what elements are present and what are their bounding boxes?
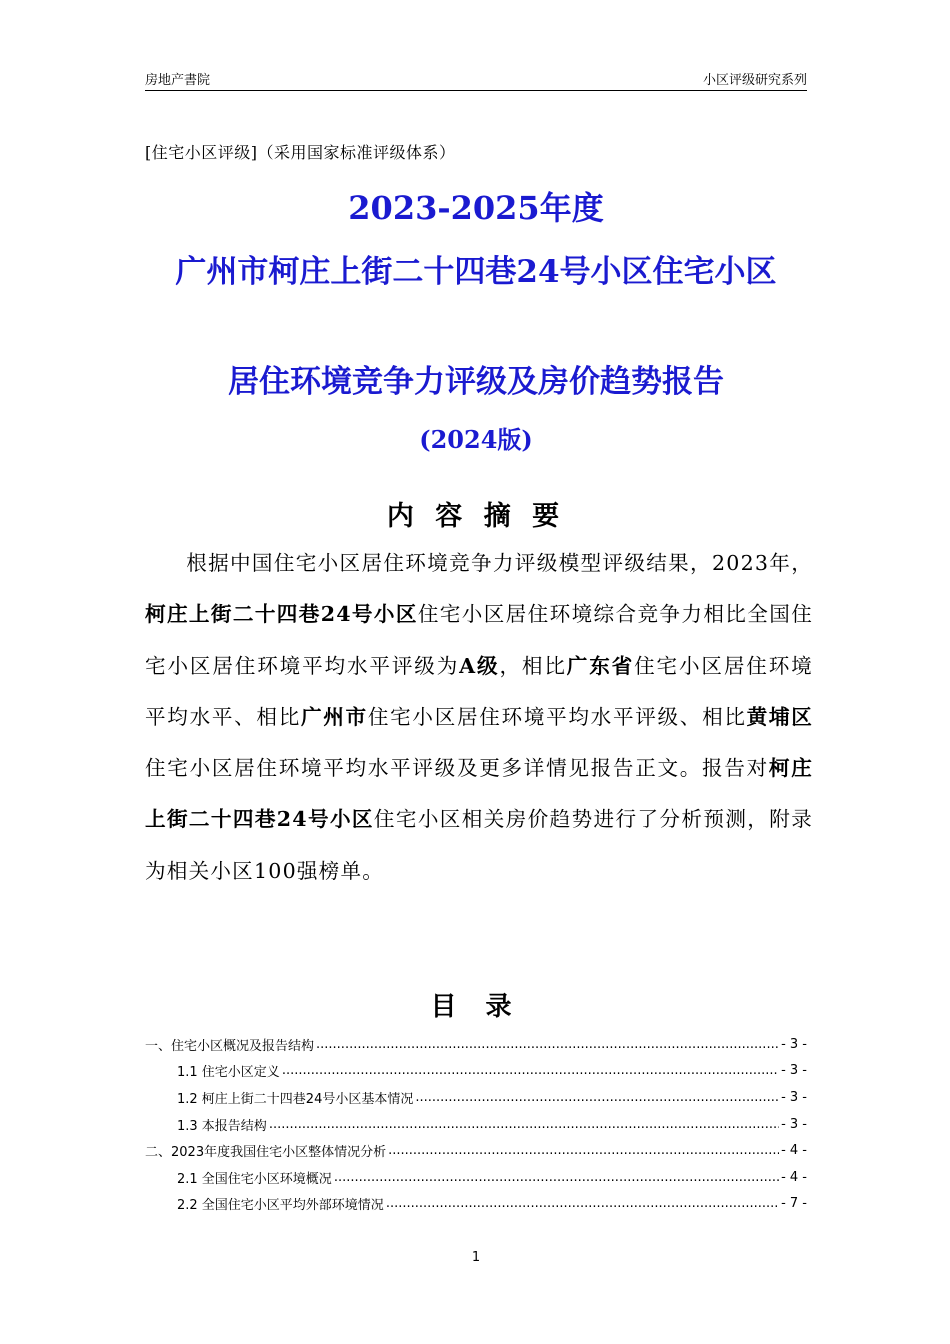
- toc-item-page: - 4 -: [781, 1143, 807, 1159]
- toc-item-label: 2.1 全国住宅小区环境概况: [177, 1171, 332, 1187]
- title-community-name: 广州市柯庄上街二十四巷24号小区住宅小区: [175, 254, 777, 290]
- toc-item-label: 1.2 柯庄上街二十四巷24号小区基本情况: [177, 1091, 414, 1107]
- toc-leader-dots: [388, 1143, 779, 1158]
- toc-item[interactable]: [145, 1137, 807, 1164]
- abstract-bold-community: 柯庄上街二十四巷24号小区: [145, 756, 813, 832]
- toc-leader-dots: [269, 1117, 779, 1132]
- toc-leader-dots: [386, 1196, 779, 1211]
- toc-item-page: - 3 -: [781, 1036, 807, 1052]
- abstract-text: 根据中国住宅小区居住环境竞争力评级模型评级结果，2023年，: [186, 551, 813, 575]
- abstract-heading: 内 容 摘 要: [386, 501, 566, 532]
- abstract-paragraph: [145, 538, 813, 897]
- toc-leader-dots: [316, 1037, 779, 1052]
- table-of-contents: [145, 1031, 807, 1217]
- toc-item-label: 二、2023年度我国住宅小区整体情况分析: [145, 1145, 387, 1161]
- title-report-name: 居住环境竞争力评级及房价趋势报告: [228, 364, 724, 400]
- abstract-bold-community: 柯庄上街二十四巷24号小区: [145, 602, 418, 627]
- abstract-bold-grade: A级: [459, 653, 500, 678]
- toc-item-label: 一、住宅小区概况及报告结构: [145, 1038, 315, 1054]
- abstract-text: 住宅小区相关房价趋势进行了分析预测，附录为相关小区100强榜单。: [145, 807, 814, 883]
- toc-item-label: 1.1 住宅小区定义: [177, 1065, 280, 1081]
- toc-item[interactable]: [145, 1111, 807, 1138]
- toc-item-page: - 3 -: [781, 1063, 807, 1079]
- header-publisher: 房地产書院: [145, 73, 211, 88]
- toc-leader-dots: [282, 1063, 779, 1078]
- toc-item[interactable]: [145, 1058, 807, 1085]
- toc-item-page: - 4 -: [781, 1169, 807, 1185]
- title-edition: (2024版): [419, 425, 533, 454]
- toc-leader-dots: [334, 1170, 779, 1185]
- toc-item[interactable]: [145, 1191, 807, 1218]
- abstract-bold-district: 黄埔区: [746, 704, 813, 729]
- page-number: 1: [471, 1250, 481, 1265]
- abstract-text: 住宅小区居住环境平均水平、相比: [145, 653, 813, 729]
- toc-heading: 目 录: [430, 992, 522, 1022]
- toc-item[interactable]: [145, 1084, 807, 1111]
- page-header: [145, 68, 807, 91]
- toc-item-page: - 3 -: [781, 1089, 807, 1105]
- abstract-bold-city: 广州市: [300, 704, 368, 729]
- abstract-bold-province: 广东省: [566, 653, 635, 678]
- toc-leader-dots: [415, 1090, 779, 1105]
- title-year-range: 2023-2025年度: [348, 189, 604, 227]
- abstract-text: 住宅小区居住环境平均水平评级及更多详情见报告正文。报告对: [145, 756, 769, 781]
- abstract-text: 住宅小区居住环境平均水平评级、相比: [367, 704, 747, 729]
- toc-item-label: 1.3 本报告结构: [177, 1118, 267, 1134]
- toc-item[interactable]: [145, 1031, 807, 1058]
- toc-item-label: 2.2 全国住宅小区平均外部环境情况: [177, 1198, 384, 1214]
- abstract-text: 住宅小区居住环境综合竞争力相比全国住宅小区居住环境平均水平评级为: [145, 602, 813, 678]
- toc-item-page: - 3 -: [781, 1116, 807, 1132]
- abstract-text: ，相比: [499, 653, 567, 678]
- toc-item[interactable]: [145, 1164, 807, 1191]
- header-series: 小区评级研究系列: [702, 73, 807, 88]
- report-category-tag: [住宅小区评级]（采用国家标准评级体系）: [145, 143, 456, 162]
- toc-item-page: - 7 -: [781, 1196, 807, 1212]
